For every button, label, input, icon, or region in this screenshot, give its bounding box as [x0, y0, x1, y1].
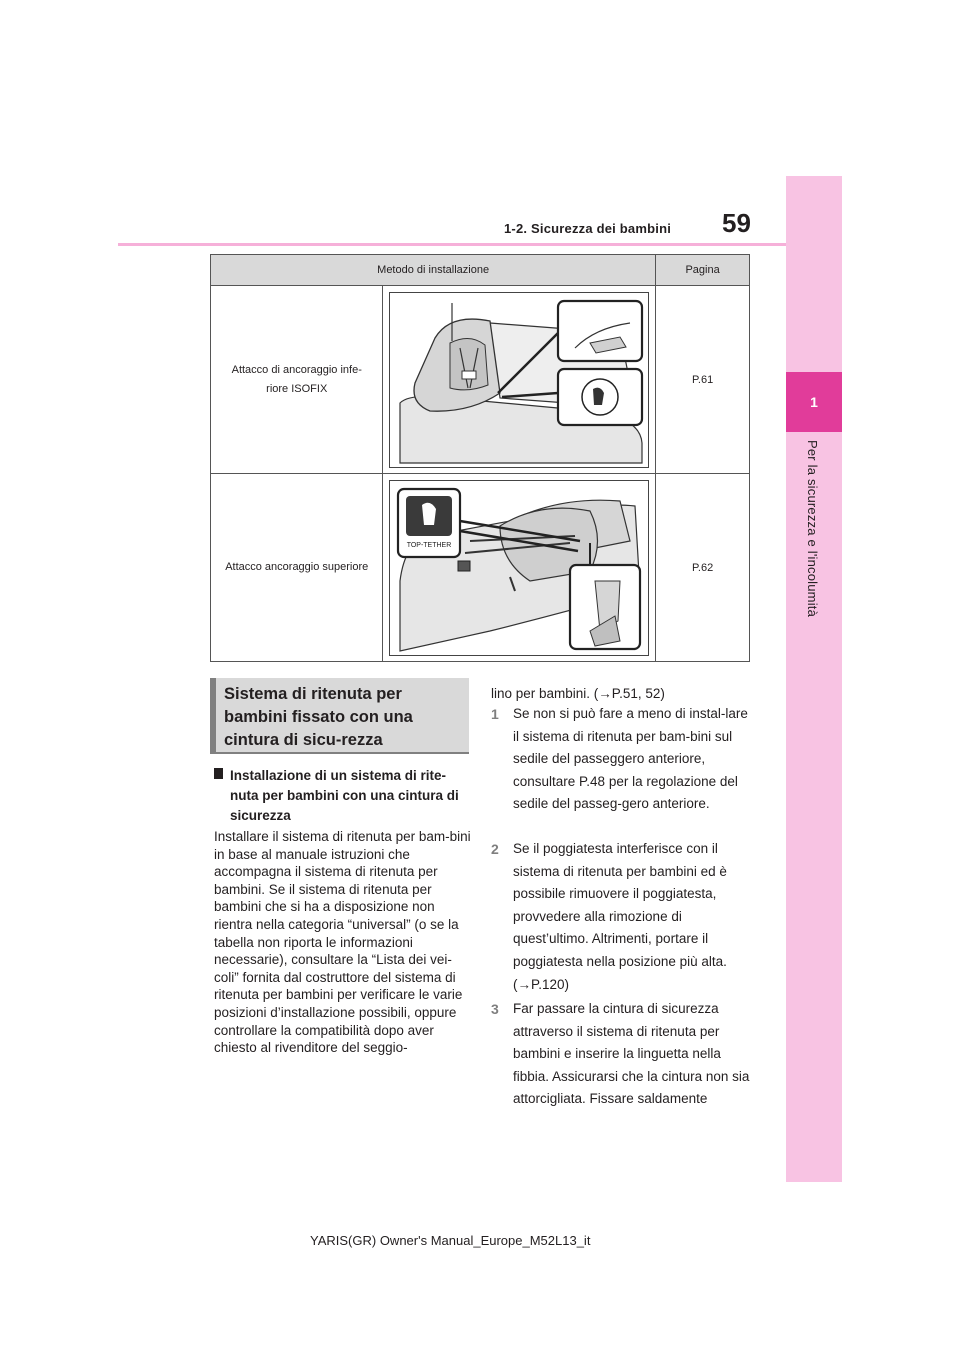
table-header-row	[211, 255, 750, 286]
side-tab	[786, 176, 842, 1182]
square-bullet-icon	[214, 768, 223, 779]
step-number: 1	[491, 706, 499, 722]
section-title: 1-2. Sicurezza dei bambini	[504, 221, 672, 236]
method-label: riore ISOFIX	[266, 382, 328, 395]
table-row	[211, 474, 750, 662]
body-paragraph: Installare il sistema di ritenuta per bam-bini in base al manuale istruzioni che accompagna il sistema di ritenuta per bambini. Se il sistema di ritenuta per bambini che si ha a disposizione non rientra nella categoria “universal” (o se la tabella non riporta le informazioni necessarie), consultare la “Lista dei vei-coli” fornita dal costruttore del sistema di ritenuta per bambini per verificare le varie posizioni d’installazione possibili, oppure controllare la compatibilità dopo aver chiesto al rivenditore del seggio-	[214, 829, 471, 1056]
method-label: Attacco di ancoraggio infe-	[231, 363, 362, 376]
top-tether-label: TOP-TETHER	[407, 541, 452, 549]
step-item	[491, 838, 751, 996]
step-number: 3	[491, 1001, 499, 1017]
page-ref-cell	[656, 474, 750, 662]
header-rule	[118, 243, 786, 246]
step-item	[491, 703, 751, 816]
paragraph-continuation: lino per bambini. (→P.51, 52)	[491, 686, 665, 701]
step-number: 2	[491, 841, 499, 857]
page-number: 59	[722, 208, 751, 238]
table-header-method: Metodo di installazione	[211, 255, 656, 286]
footer-text: YARIS(GR) Owner's Manual_Europe_M52L13_it	[310, 1233, 591, 1248]
installation-method-table	[210, 254, 750, 662]
section-heading: Sistema di ritenuta per bambini fissato con una cintura di sicu-rezza	[210, 678, 469, 754]
chapter-tab[interactable]: 1	[786, 372, 842, 432]
figure-cell	[383, 286, 656, 474]
figure-cell	[383, 474, 656, 662]
subsection-heading: Installazione di un sistema di rite-nuta per bambini con una cintura di sicurezza	[230, 768, 459, 823]
isofix-seat-illustration	[389, 292, 649, 468]
page-ref[interactable]: P.62	[692, 561, 714, 574]
method-label: Attacco ancoraggio superiore	[225, 561, 369, 573]
table-row	[211, 286, 750, 474]
step-item	[491, 998, 751, 1111]
table-header-page: Pagina	[656, 255, 750, 286]
method-cell	[211, 474, 383, 662]
page-ref-cell	[656, 286, 750, 474]
chapter-title-vertical: Per la sicurezza e l'incolumità	[805, 440, 820, 618]
step-text: Se il poggiatesta interferisce con il sistema di ritenuta per bambini ed è possibile rimuovere il poggiatesta, provvedere alla rimozione di quest’ultimo. Altrimenti, portare il poggiatesta nella posizione più alta. (→P.120)	[513, 841, 727, 992]
method-cell	[211, 286, 383, 474]
page-ref[interactable]: P.61	[692, 373, 714, 386]
top-tether-illustration	[389, 480, 649, 656]
step-text: Se non si può fare a meno di instal-lare il sistema di ritenuta per bam-bini sul sedile del passeggero anteriore, consultare P.48 per la regolazione del sedile del passeg-gero anteriore.	[513, 706, 748, 812]
step-text: Far passare la cintura di sicurezza attraverso il sistema di ritenuta per bambini e inserire la linguetta nella fibbia. Assicurarsi che la cintura non sia attorcigliata. Fissare saldamente	[513, 1001, 750, 1107]
